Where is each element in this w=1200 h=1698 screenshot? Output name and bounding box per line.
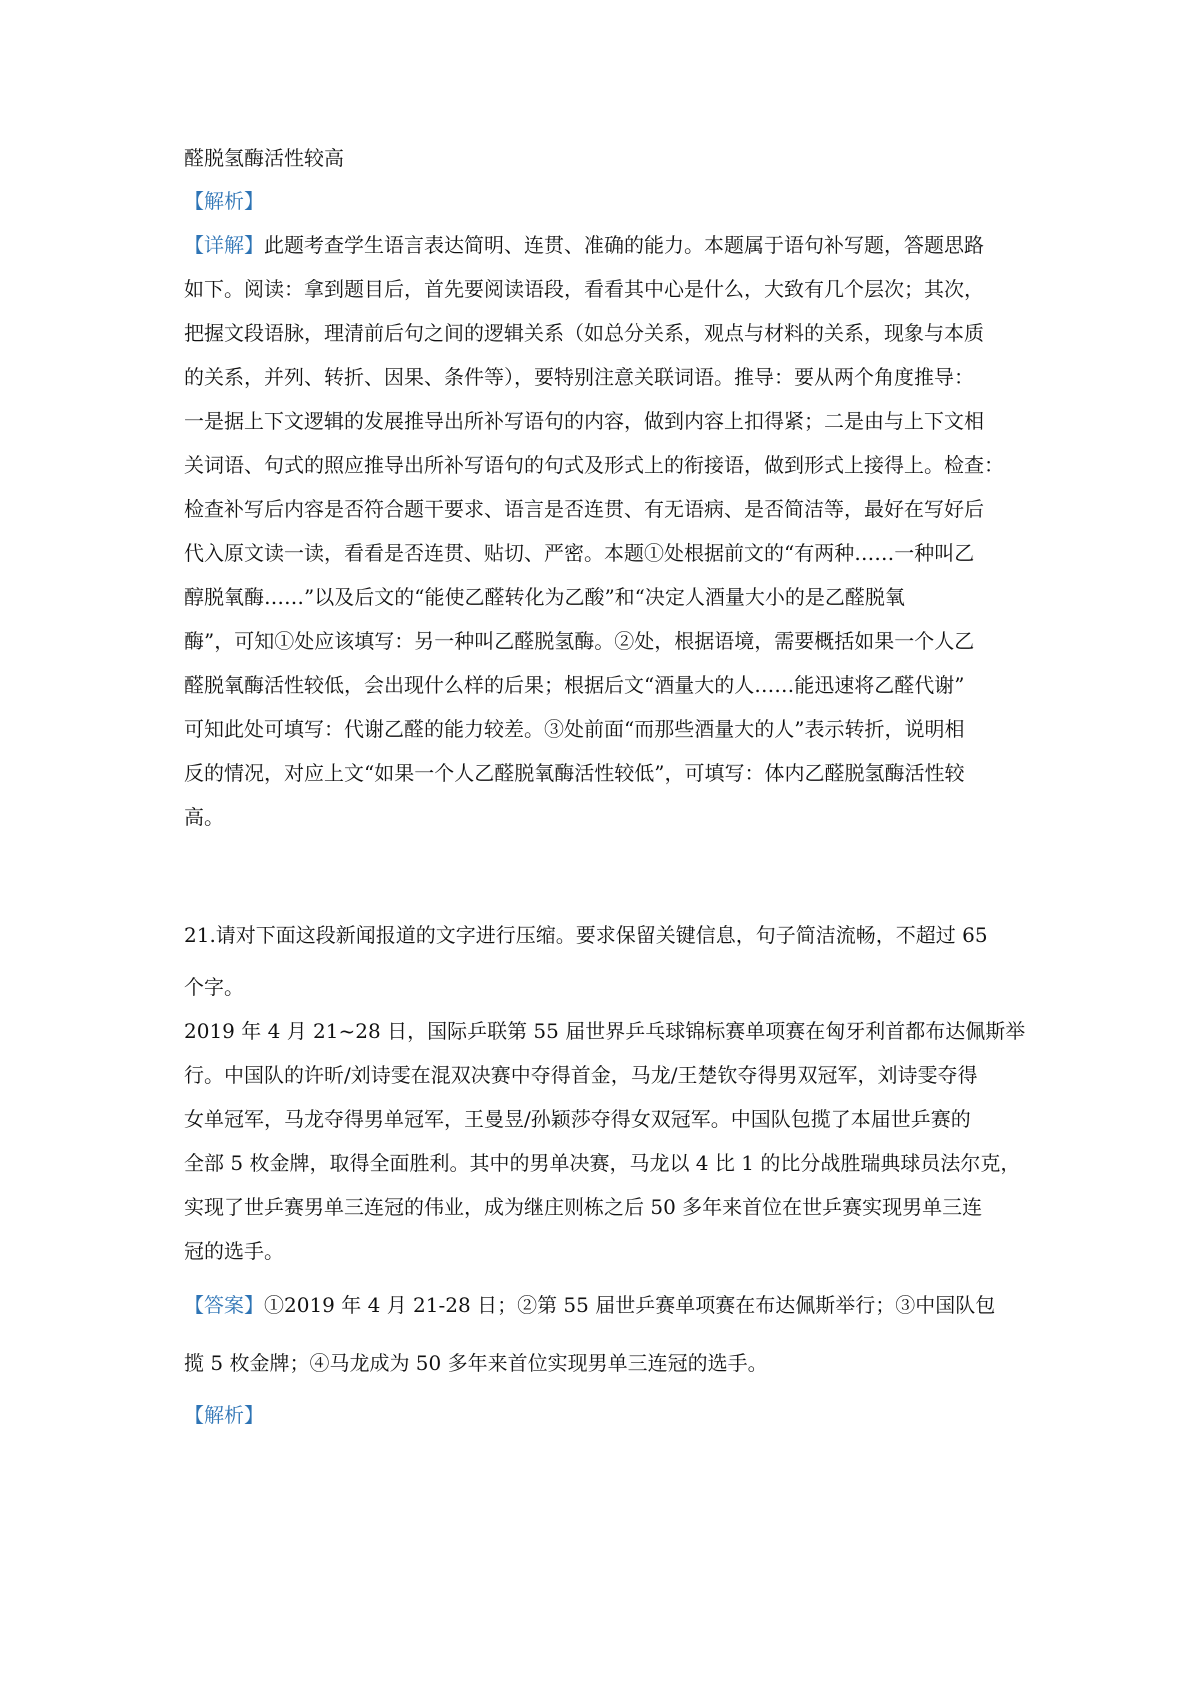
detail-paragraph-line: 【详解】此题考查学生语言表达简明、连贯、准确的能力。本题属于语句补写题，答题思路 xyxy=(184,233,984,257)
answer-line: 揽 5 枚金牌；④马龙成为 50 多年来首位实现男单三连冠的选手。 xyxy=(184,1351,768,1375)
detail-paragraph-line: 把握文段语脉，理清前后句之间的逻辑关系（如总分关系，观点与材料的关系，现象与本质 xyxy=(184,321,984,345)
news-paragraph-line: 全部 5 枚金牌，取得全面胜利。其中的男单决赛，马龙以 4 比 1 的比分战胜瑞典球员法尔克， xyxy=(184,1151,1021,1175)
detail-paragraph-line: 反的情况，对应上文“如果一个人乙醛脱氧酶活性较低”，可填写：体内乙醛脱氢酶活性较 xyxy=(184,761,965,785)
detail-paragraph-line: 可知此处可填写：代谢乙醛的能力较差。③处前面“而那些酒量大的人”表示转折，说明相 xyxy=(184,717,965,741)
news-paragraph-line: 行。中国队的许昕/刘诗雯在混双决赛中夺得首金，马龙/王楚钦夺得男双冠军，刘诗雯夺得 xyxy=(184,1063,978,1087)
news-paragraph-line: 实现了世乒赛男单三连冠的伟业，成为继庄则栋之后 50 多年来首位在世乒赛实现男单三连 xyxy=(184,1195,983,1219)
detail-paragraph-line: 醇脱氧酶……”以及后文的“能使乙醛转化为乙酸”和“决定人酒量大小的是乙醛脱氧 xyxy=(184,585,905,609)
question-21-line: 个字。 xyxy=(184,975,244,999)
analysis-tag-21: 【解析】 xyxy=(184,1403,264,1427)
detail-paragraph-line: 关词语、句式的照应推导出所补写语句的句式及形式上的衔接语，做到形式上接得上。检查： xyxy=(184,453,1004,477)
analysis-tag: 【解析】 xyxy=(184,189,264,213)
detail-paragraph-line: 一是据上下文逻辑的发展推导出所补写语句的内容，做到内容上扣得紧；二是由与上下文相 xyxy=(184,409,984,433)
answer-tail: 醛脱氢酶活性较高 xyxy=(184,146,344,170)
news-paragraph-line: 2019 年 4 月 21~28 日，国际乒联第 55 届世界乒乓球锦标赛单项赛在匈牙利首都布达佩斯举 xyxy=(184,1019,1026,1043)
question-21-line: 21.请对下面这段新闻报道的文字进行压缩。要求保留关键信息，句子简洁流畅，不超过 65 xyxy=(184,923,988,947)
detail-paragraph-line: 的关系，并列、转折、因果、条件等），要特别注意关联词语。推导：要从两个角度推导： xyxy=(184,365,974,389)
news-paragraph-line: 女单冠军，马龙夺得男单冠军，王曼昱/孙颖莎夺得女双冠军。中国队包揽了本届世乒赛的 xyxy=(184,1107,971,1131)
answer-tag: 【答案】 xyxy=(184,1293,264,1317)
detail-paragraph-line: 检查补写后内容是否符合题干要求、语言是否连贯、有无语病、是否简洁等，最好在写好后 xyxy=(184,497,984,521)
detail-paragraph-line: 醛脱氧酶活性较低，会出现什么样的后果；根据后文“酒量大的人……能迅速将乙醛代谢” xyxy=(184,673,965,697)
detail-paragraph-line: 酶”，可知①处应该填写：另一种叫乙醛脱氢酶。②处，根据语境，需要概括如果一个人乙 xyxy=(184,629,975,653)
detail-paragraph-line: 代入原文读一读，看看是否连贯、贴切、严密。本题①处根据前文的“有两种……一种叫乙 xyxy=(184,541,975,565)
news-paragraph-line: 冠的选手。 xyxy=(184,1239,284,1263)
answer-line: 【答案】①2019 年 4 月 21-28 日；②第 55 届世乒赛单项赛在布达佩斯举行；③中国队包 xyxy=(184,1293,996,1317)
detail-paragraph-line: 高。 xyxy=(184,805,224,829)
detail-tag: 【详解】 xyxy=(184,233,264,257)
detail-paragraph-line: 如下。阅读：拿到题目后，首先要阅读语段，看看其中心是什么，大致有几个层次；其次， xyxy=(184,277,984,301)
